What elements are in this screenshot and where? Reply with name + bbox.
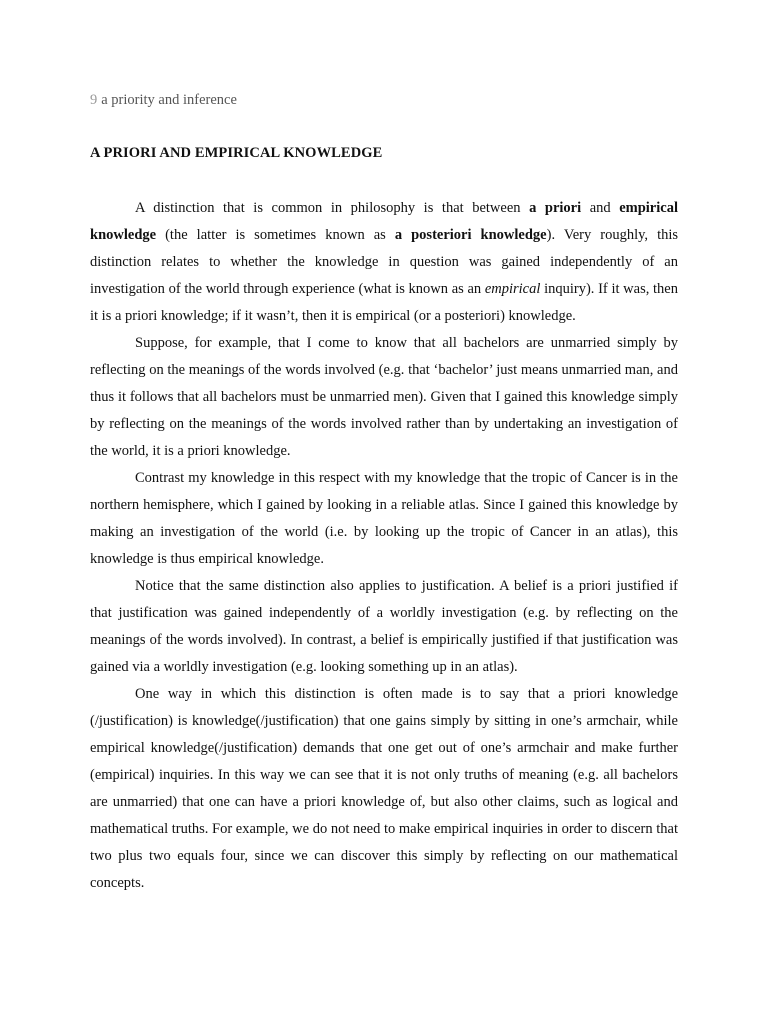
term-a-posteriori-knowledge: a posteriori knowledge xyxy=(394,227,547,243)
section-title: A PRIORI AND EMPIRICAL KNOWLEDGE xyxy=(90,145,383,161)
p1-text-4: ). Very roughly, this distinction relates to whether the knowledge in question was gained independently of an investigation of the world through experience (what is known as an xyxy=(90,227,679,297)
p1-text-5: inquiry). If it was, then it is a priori knowledge; if it wasn’t, then it is empirical (or a posteriori) knowledge. xyxy=(90,281,678,324)
term-empirical-knowledge: empirical knowledge xyxy=(90,200,678,243)
running-title: a priority and inference xyxy=(101,92,237,108)
p1-text-3: (the latter is sometimes known as xyxy=(156,227,395,243)
paragraph-3: Contrast my knowledge in this respect with my knowledge that the tropic of Cancer is in the northern hemisphere, which I gained by looking in a reliable atlas. Since I gained this knowledge by making an investigation of the world (i.e. by looking up the tropic of Cancer in an atlas), this knowledge is thus empirical knowledge. xyxy=(90,470,678,567)
p1-text-1: A distinction that is common in philosophy is that between xyxy=(135,200,530,216)
body-text xyxy=(90,195,678,897)
paragraph-2: Suppose, for example, that I come to know that all bachelors are unmarried simply by reflecting on the meanings of the words involved (e.g. that ‘bachelor’ just means unmarried man, and thus it follows that all bachelors must be unmarried men). Given that I gained this knowledge simply by reflecting on the meanings of the words involved rather than by undertaking an investigation of the world, it is a priori knowledge. xyxy=(90,335,678,459)
paragraph-4: Notice that the same distinction also applies to justification. A belief is a priori justified if that justification was gained independently of a worldly investigation (e.g. by reflecting on the meanings of the words involved). In contrast, a belief is empirically justified if that justification was gained via a worldly investigation (e.g. looking something up in an atlas). xyxy=(90,578,678,675)
paragraph-1 xyxy=(90,195,678,330)
p1-text-2: and xyxy=(581,200,620,216)
paragraph-5: One way in which this distinction is often made is to say that a priori knowledge (/justification) is knowledge(/justification) that one gains simply by sitting in one’s armchair, while empirical knowledge(/justification) demands that one get out of one’s armchair and make further (empirical) inquiries. In this way we can see that it is not only truths of meaning (e.g. all bachelors are unmarried) that one can have a priori knowledge of, but also other claims, such as logical and mathematical truths. For example, we do not need to make empirical inquiries in order to discern that two plus two equals four, since we can discover this simply by reflecting on our mathematical concepts. xyxy=(90,686,678,891)
page-number: 9 xyxy=(90,92,98,108)
running-head xyxy=(90,92,237,109)
term-a-priori: a priori xyxy=(529,200,582,216)
term-empirical-italic: empirical xyxy=(484,281,541,297)
